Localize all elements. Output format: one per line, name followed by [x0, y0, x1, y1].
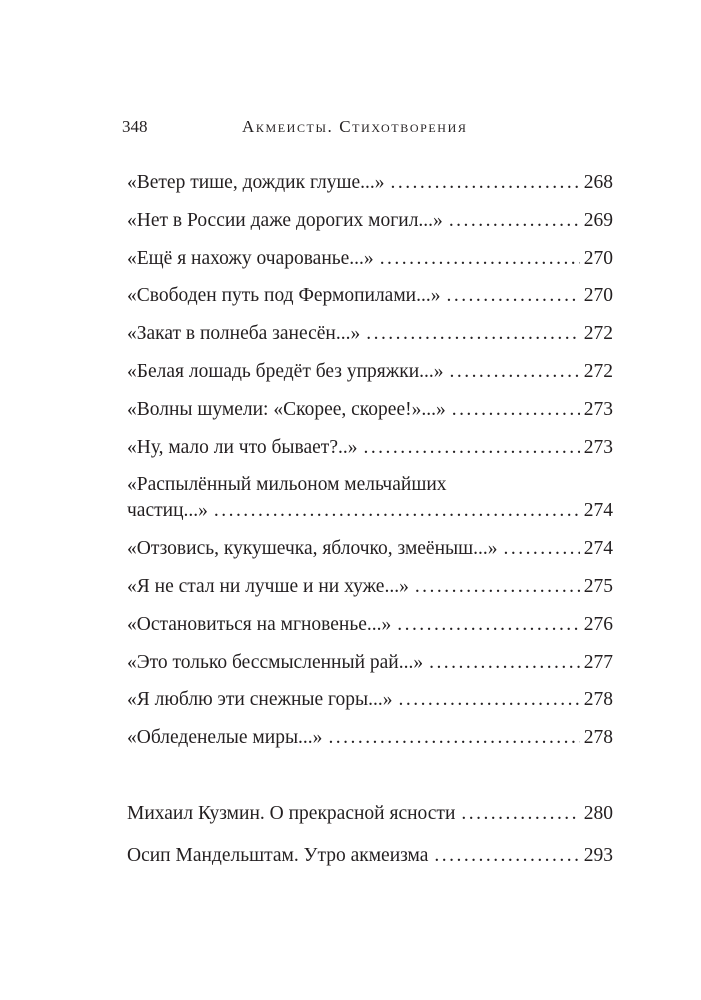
toc-entry	[127, 397, 613, 423]
toc-entry-title: «Волны шумели: «Скорее, скорее!»...»	[127, 398, 446, 420]
toc-entry	[127, 170, 613, 196]
toc-entry	[127, 472, 613, 524]
toc-entry	[127, 612, 613, 638]
toc-entry-title-line2: частиц...»	[127, 500, 208, 522]
toc-entry-page: 272	[583, 360, 613, 382]
toc-entry-page: 270	[583, 285, 613, 307]
dot-leader	[380, 246, 580, 272]
toc-entry	[127, 208, 613, 234]
toc-entry-page: 278	[583, 689, 613, 711]
toc-entry-page: 275	[583, 575, 613, 597]
dot-leader	[452, 397, 580, 423]
toc-entry-page: 272	[583, 323, 613, 345]
toc-entry-title: «Свободен путь под Фермопилами...»	[127, 285, 441, 307]
toc-entry-title: «Белая лошадь бредёт без упряжки...»	[127, 360, 444, 382]
toc-entry	[127, 650, 613, 676]
toc-entry-page: 273	[583, 398, 613, 420]
dot-leader	[363, 435, 579, 461]
toc-entry-title: «Закат в полнеба занесён...»	[127, 323, 361, 345]
toc-entry	[127, 359, 613, 385]
toc-entry-page: 274	[583, 500, 613, 522]
toc-entry-title: «Отзовись, кукушечка, яблочко, змеёныш...»	[127, 538, 498, 560]
toc-entry	[127, 321, 613, 347]
dot-leader	[328, 725, 579, 751]
dot-leader	[391, 170, 580, 196]
toc-entry-title: «Ещё я нахожу очарованье...»	[127, 247, 374, 269]
toc-entry-title: «Ветер тише, дождик глуше...»	[127, 172, 385, 193]
table-of-contents-articles	[127, 801, 613, 885]
dot-leader	[429, 650, 580, 676]
toc-entry-page: 277	[583, 651, 613, 673]
table-of-contents	[127, 170, 613, 763]
toc-entry-page: 268	[583, 172, 613, 193]
toc-entry-page: 280	[583, 803, 613, 824]
toc-entry	[127, 435, 613, 461]
page-number: 348	[122, 117, 148, 136]
toc-entry	[127, 574, 613, 600]
toc-entry-title: «Обледенелые миры...»	[127, 727, 323, 749]
toc-entry-title: «Остановиться на мгновенье...»	[127, 613, 392, 635]
running-head	[122, 117, 612, 141]
dot-leader	[461, 801, 579, 827]
toc-entry-page: 274	[583, 538, 613, 560]
toc-entry-title: Осип Мандельштам. Утро акмеизма	[127, 845, 429, 866]
section-title: Акмеисты. Стихотворения	[242, 117, 468, 136]
toc-entry-page: 270	[583, 247, 613, 269]
toc-entry	[127, 725, 613, 751]
toc-entry-title: «Это только бессмысленный рай...»	[127, 651, 424, 673]
dot-leader	[450, 359, 580, 385]
dot-leader	[504, 536, 580, 562]
dot-leader	[434, 843, 579, 869]
toc-entry-page: 273	[583, 436, 613, 458]
toc-entry-title: «Ну, мало ли что бывает?..»	[127, 436, 358, 458]
toc-entry	[127, 801, 613, 827]
dot-leader	[397, 612, 580, 638]
dot-leader	[366, 321, 580, 347]
toc-entry-title: «Нет в России даже дорогих могил...»	[127, 209, 443, 231]
dot-leader	[449, 208, 580, 234]
toc-entry	[127, 843, 613, 869]
toc-entry	[127, 283, 613, 309]
dot-leader	[447, 283, 580, 309]
toc-entry-page: 276	[583, 613, 613, 635]
toc-entry	[127, 687, 613, 713]
toc-entry-page: 293	[583, 845, 613, 866]
dot-leader	[415, 574, 580, 600]
dot-leader	[399, 687, 580, 713]
toc-entry-page: 278	[583, 727, 613, 749]
toc-entry	[127, 536, 613, 562]
toc-entry	[127, 246, 613, 272]
toc-entry-title: Михаил Кузмин. О прекрасной ясности	[127, 803, 456, 824]
toc-entry-title: «Я не стал ни лучше и ни хуже...»	[127, 575, 409, 597]
toc-entry-title: «Я люблю эти снежные горы...»	[127, 689, 393, 711]
toc-entry-page: 269	[583, 209, 613, 231]
toc-entry-title-line1: «Распылённый мильоном мельчайших	[127, 474, 447, 496]
dot-leader	[214, 498, 580, 524]
